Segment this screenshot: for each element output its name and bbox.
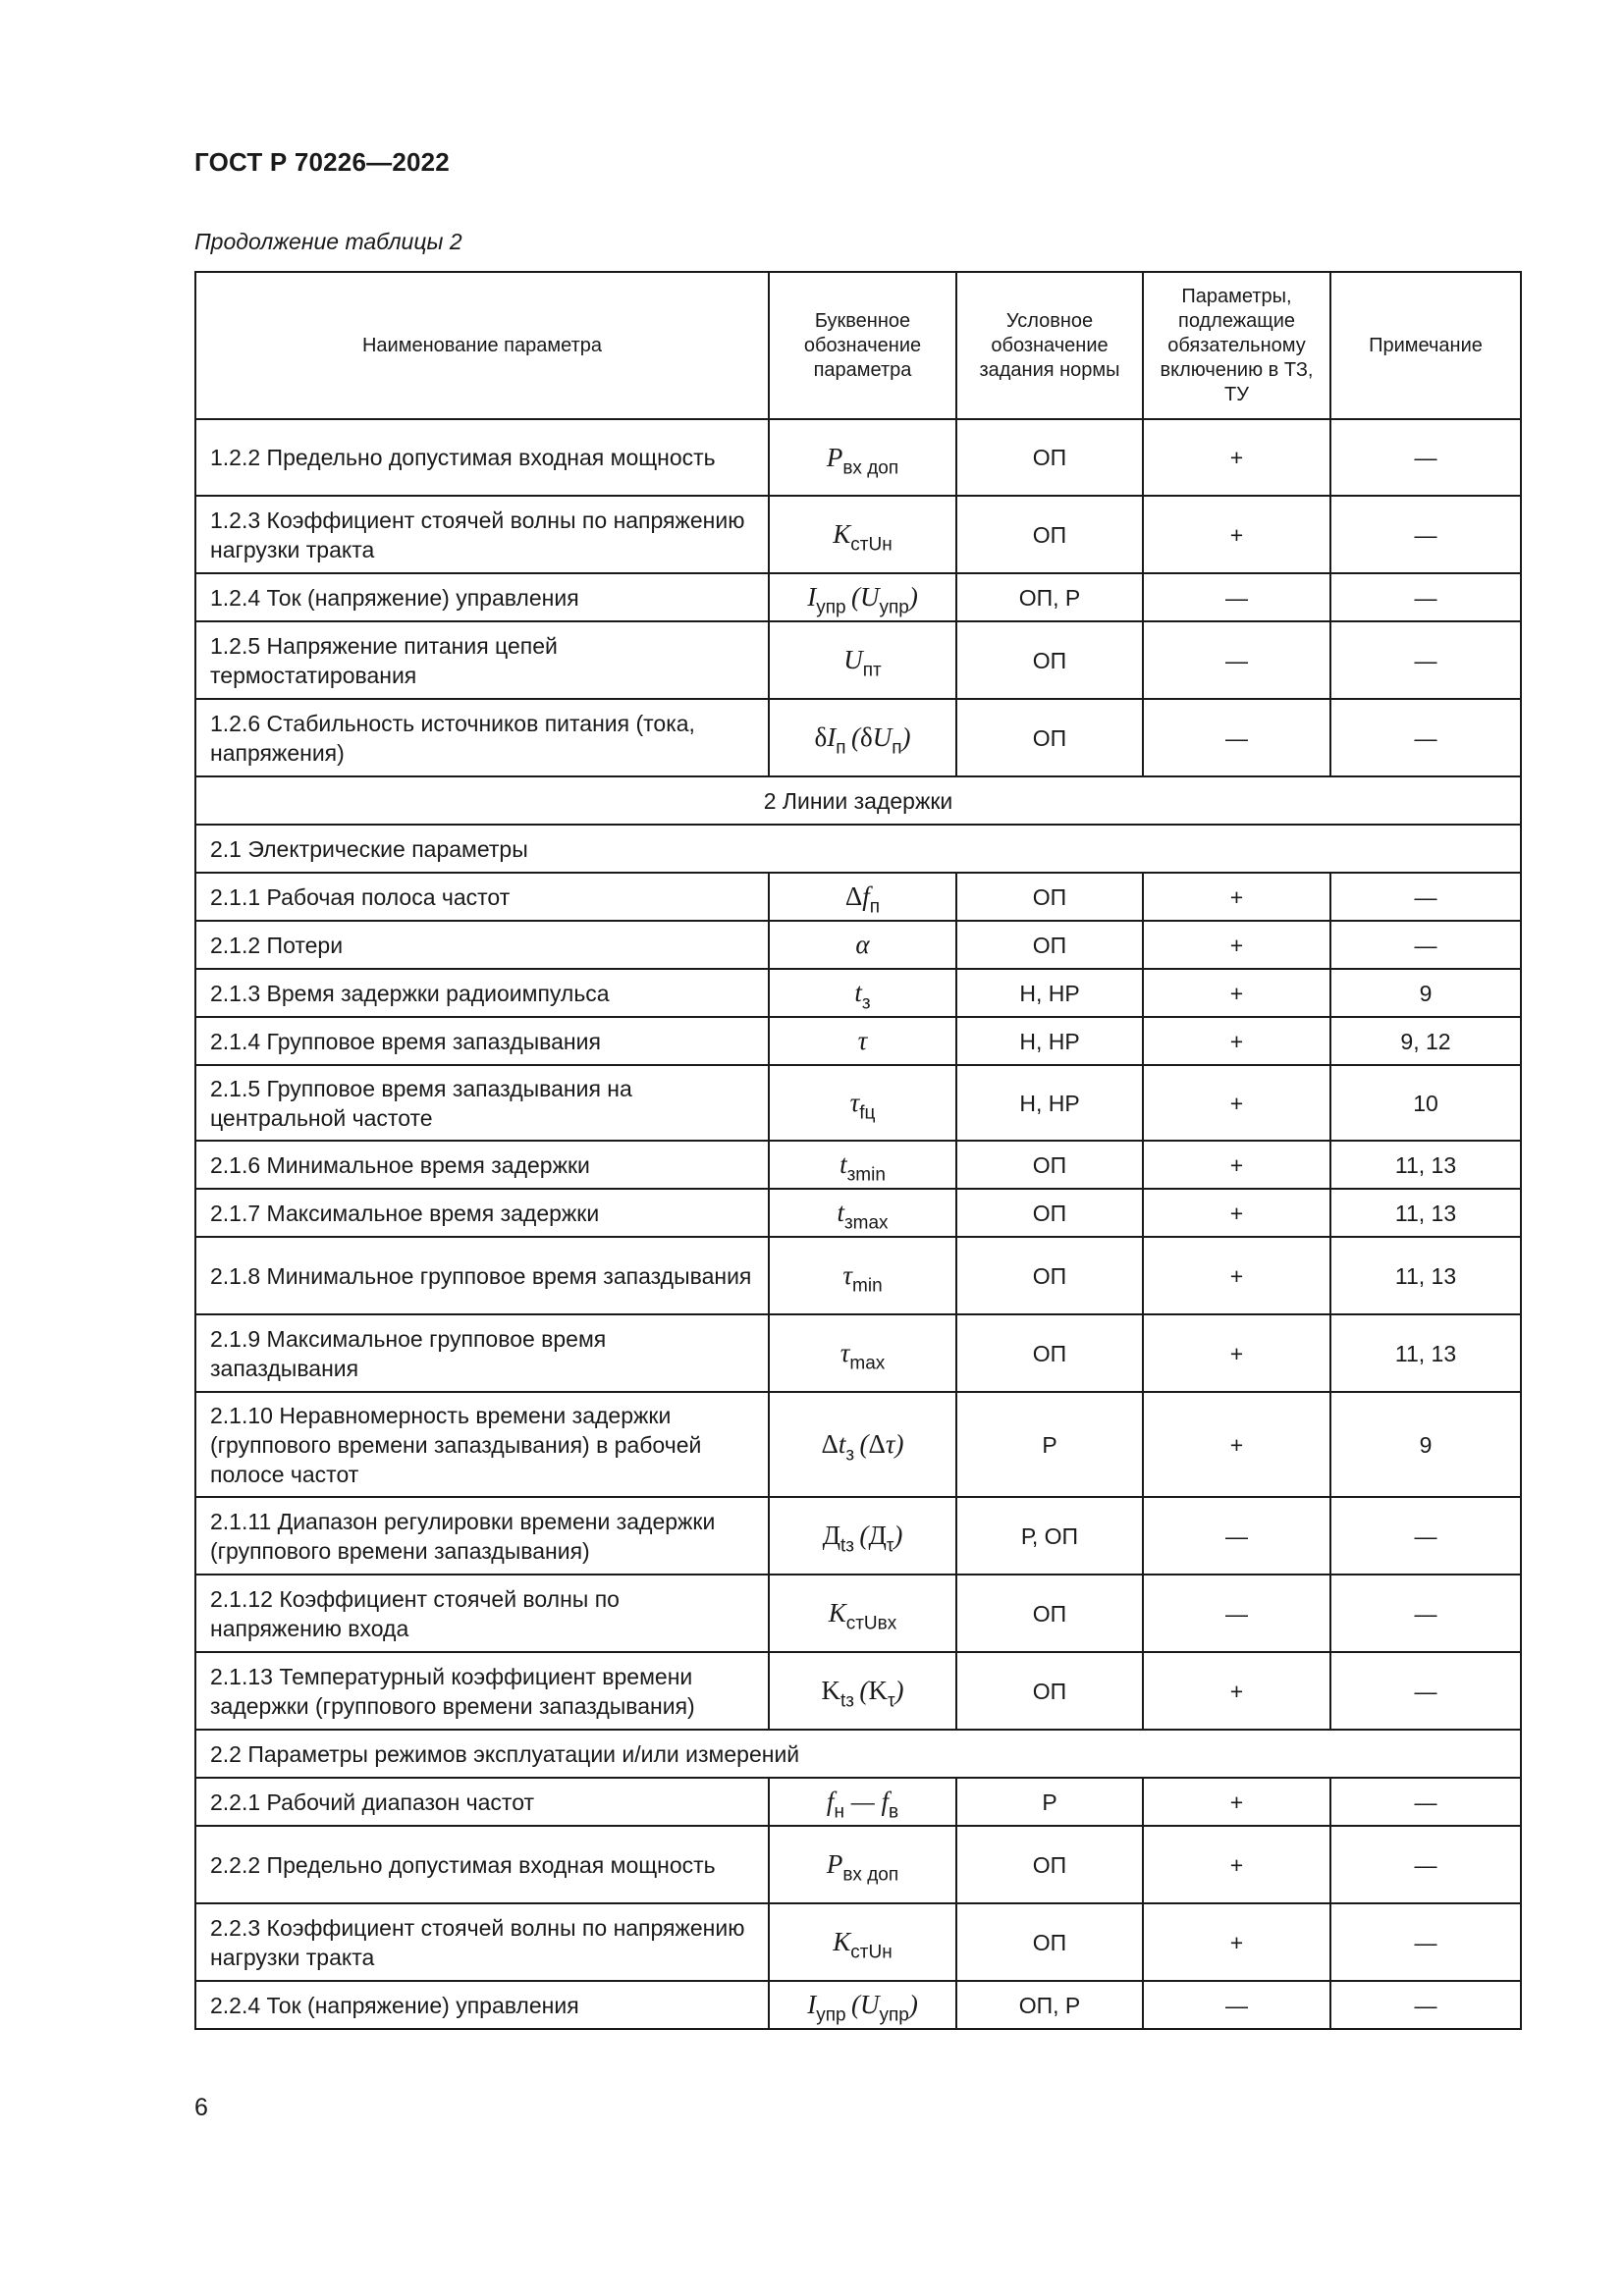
norm-designation: Р bbox=[956, 1778, 1143, 1826]
parameter-symbol bbox=[769, 1314, 956, 1392]
parameter-symbol bbox=[769, 969, 956, 1017]
symbol-formula bbox=[839, 1338, 886, 1374]
parameter-name: 2.2.2 Предельно допустимая входная мощность bbox=[195, 1826, 769, 1903]
table-row bbox=[195, 621, 1521, 699]
parameter-symbol bbox=[769, 873, 956, 921]
section-title: 2 Линии задержки bbox=[195, 776, 1521, 825]
norm-designation: ОП bbox=[956, 419, 1143, 496]
symbol-subscript: стUн bbox=[850, 534, 893, 556]
norm-designation: ОП, Р bbox=[956, 573, 1143, 621]
parameter-symbol bbox=[769, 1141, 956, 1189]
column-header-norm: Условное обозначение задания нормы bbox=[956, 272, 1143, 419]
symbol-subscript: п bbox=[892, 737, 902, 759]
symbol-prefix: Δ bbox=[868, 1429, 886, 1459]
table-row bbox=[195, 921, 1521, 969]
note-cell: 9 bbox=[1330, 969, 1521, 1017]
norm-designation: ОП bbox=[956, 699, 1143, 776]
column-header-mandatory: Параметры, подлежащие обязательному включению в ТЗ, ТУ bbox=[1143, 272, 1330, 419]
note-cell: — bbox=[1330, 1497, 1521, 1575]
norm-designation: ОП bbox=[956, 1903, 1143, 1981]
table-row bbox=[195, 1652, 1521, 1730]
mandatory-flag: + bbox=[1143, 1392, 1330, 1497]
parameter-symbol bbox=[769, 1652, 956, 1730]
symbol-base: I bbox=[827, 722, 837, 752]
symbol-base: U bbox=[872, 722, 893, 752]
symbol-base: Д bbox=[868, 1521, 887, 1550]
parameter-symbol bbox=[769, 1575, 956, 1652]
parameter-name: 2.1.10 Неравномерность времени задержки (группового времени запаздывания) в рабочей полосе частот bbox=[195, 1392, 769, 1497]
section-row bbox=[195, 776, 1521, 825]
symbol-formula bbox=[849, 1088, 876, 1124]
symbol-base: τ bbox=[849, 1088, 860, 1117]
mandatory-flag: — bbox=[1143, 573, 1330, 621]
mandatory-flag: + bbox=[1143, 969, 1330, 1017]
mandatory-flag: + bbox=[1143, 1314, 1330, 1392]
norm-designation: Н, НР bbox=[956, 969, 1143, 1017]
symbol-formula bbox=[833, 519, 893, 556]
symbol-subscript: упр bbox=[879, 597, 909, 618]
parameter-symbol bbox=[769, 1017, 956, 1065]
symbol-formula: $\Delta t_з$ (Δτ) bbox=[821, 1429, 904, 1466]
parameter-symbol bbox=[769, 921, 956, 969]
mandatory-flag: + bbox=[1143, 1778, 1330, 1826]
parameter-symbol bbox=[769, 1065, 956, 1141]
table-row bbox=[195, 1903, 1521, 1981]
parameter-name: 2.2.4 Ток (напряжение) управления bbox=[195, 1981, 769, 2029]
symbol-base: U bbox=[843, 645, 863, 674]
norm-designation: ОП bbox=[956, 1141, 1143, 1189]
symbol-formula bbox=[843, 645, 882, 681]
table-row bbox=[195, 1575, 1521, 1652]
table-row bbox=[195, 1497, 1521, 1575]
symbol-subscript: упр bbox=[816, 597, 846, 618]
mandatory-flag: + bbox=[1143, 1065, 1330, 1141]
symbol-formula bbox=[858, 1026, 868, 1055]
parameter-symbol bbox=[769, 419, 956, 496]
table-row bbox=[195, 699, 1521, 776]
symbol-base: f bbox=[862, 881, 870, 911]
norm-designation: ОП bbox=[956, 1237, 1143, 1314]
mandatory-flag: + bbox=[1143, 873, 1330, 921]
symbol-subscript: п bbox=[836, 737, 846, 759]
mandatory-flag: — bbox=[1143, 621, 1330, 699]
note-cell: — bbox=[1330, 419, 1521, 496]
symbol-base: P bbox=[826, 1849, 843, 1879]
symbol-prefix: Δ bbox=[844, 881, 863, 911]
symbol-formula: $Д_{tз}$ $(Д_\tau)$ bbox=[822, 1521, 903, 1557]
parameter-symbol bbox=[769, 699, 956, 776]
parameter-name: 2.1.13 Температурный коэффициент времени задержки (группового времени запаздывания) bbox=[195, 1652, 769, 1730]
symbol-formula: $I_{упр}$ $(U_{упр})$ bbox=[807, 1990, 918, 2026]
table-body bbox=[195, 419, 1521, 2029]
note-cell: — bbox=[1330, 873, 1521, 921]
parameter-symbol bbox=[769, 621, 956, 699]
table-row bbox=[195, 419, 1521, 496]
note-cell: — bbox=[1330, 1903, 1521, 1981]
parameter-name: 2.1.4 Групповое время запаздывания bbox=[195, 1017, 769, 1065]
mandatory-flag: + bbox=[1143, 921, 1330, 969]
symbol-base: U bbox=[859, 1990, 880, 2019]
symbol-subscript: зmax bbox=[843, 1212, 889, 1234]
symbol-base: t bbox=[854, 978, 862, 1007]
section-row bbox=[195, 1730, 1521, 1778]
mandatory-flag: + bbox=[1143, 419, 1330, 496]
symbol-subscript: max bbox=[849, 1353, 886, 1374]
symbol-prefix: δ bbox=[814, 722, 828, 752]
symbol-base: K bbox=[833, 1927, 851, 1956]
section-row bbox=[195, 825, 1521, 873]
parameter-symbol bbox=[769, 1497, 956, 1575]
note-cell: 10 bbox=[1330, 1065, 1521, 1141]
parameter-symbol bbox=[769, 496, 956, 573]
table-row bbox=[195, 1017, 1521, 1065]
note-cell: 11, 13 bbox=[1330, 1189, 1521, 1237]
norm-designation: ОП bbox=[956, 496, 1143, 573]
table-row bbox=[195, 573, 1521, 621]
symbol-subscript: н bbox=[834, 1801, 844, 1823]
parameter-symbol bbox=[769, 1981, 956, 2029]
symbol-formula bbox=[837, 1198, 889, 1234]
mandatory-flag: — bbox=[1143, 1575, 1330, 1652]
table-row bbox=[195, 1237, 1521, 1314]
symbol-base: K bbox=[868, 1676, 888, 1705]
symbol-subscript: упр bbox=[816, 2004, 846, 2026]
symbol-formula: $\delta I_п$ $(\delta U_п)$ bbox=[814, 722, 911, 759]
mandatory-flag: + bbox=[1143, 1189, 1330, 1237]
symbol-base: f bbox=[826, 1787, 835, 1816]
mandatory-flag: — bbox=[1143, 1981, 1330, 2029]
parameter-symbol bbox=[769, 1237, 956, 1314]
mandatory-flag: + bbox=[1143, 1017, 1330, 1065]
parameter-symbol bbox=[769, 1189, 956, 1237]
note-cell: 11, 13 bbox=[1330, 1314, 1521, 1392]
parameter-name: 1.2.3 Коэффициент стоячей волны по напряжению нагрузки тракта bbox=[195, 496, 769, 573]
symbol-formula bbox=[826, 1849, 899, 1886]
parameter-name: 2.1.2 Потери bbox=[195, 921, 769, 969]
parameter-name: 2.2.3 Коэффициент стоячей волны по напряжению нагрузки тракта bbox=[195, 1903, 769, 1981]
parameter-name: 2.1.9 Максимальное групповое время запаздывания bbox=[195, 1314, 769, 1392]
parameter-name: 2.1.5 Групповое время запаздывания на центральной частоте bbox=[195, 1065, 769, 1141]
parameter-name: 1.2.2 Предельно допустимая входная мощность bbox=[195, 419, 769, 496]
note-cell: 9, 12 bbox=[1330, 1017, 1521, 1065]
note-cell: 9 bbox=[1330, 1392, 1521, 1497]
symbol-subscript: вх доп bbox=[842, 1864, 899, 1886]
symbol-base: τ bbox=[842, 1260, 853, 1290]
symbol-base: τ bbox=[839, 1338, 850, 1367]
table-row bbox=[195, 1826, 1521, 1903]
norm-designation: ОП bbox=[956, 1189, 1143, 1237]
parameter-name: 1.2.4 Ток (напряжение) управления bbox=[195, 573, 769, 621]
parameter-symbol bbox=[769, 1826, 956, 1903]
symbol-base: t bbox=[838, 1429, 846, 1459]
column-header-name: Наименование параметра bbox=[195, 272, 769, 419]
symbol-base: Д bbox=[822, 1521, 841, 1550]
symbol-base: P bbox=[826, 442, 843, 472]
parameter-symbol bbox=[769, 1392, 956, 1497]
note-cell: — bbox=[1330, 621, 1521, 699]
note-cell: — bbox=[1330, 699, 1521, 776]
norm-designation: Р, ОП bbox=[956, 1497, 1143, 1575]
section-title: 2.2 Параметры режимов эксплуатации и/или измерений bbox=[195, 1730, 1521, 1778]
symbol-subscript: з bbox=[845, 1444, 855, 1466]
mandatory-flag: + bbox=[1143, 1652, 1330, 1730]
column-header-note: Примечание bbox=[1330, 272, 1521, 419]
symbol-subscript: з bbox=[861, 992, 871, 1014]
parameter-name: 2.1.6 Минимальное время задержки bbox=[195, 1141, 769, 1189]
table-row bbox=[195, 496, 1521, 573]
norm-designation: Н, НР bbox=[956, 1017, 1143, 1065]
table-row bbox=[195, 1778, 1521, 1826]
table-row bbox=[195, 1065, 1521, 1141]
symbol-base: τ bbox=[857, 1026, 868, 1055]
table-row bbox=[195, 1392, 1521, 1497]
symbol-base: t bbox=[839, 1149, 847, 1179]
symbol-prefix: Δ bbox=[821, 1429, 839, 1459]
note-cell: — bbox=[1330, 1778, 1521, 1826]
symbol-subscript: стUн bbox=[850, 1942, 893, 1963]
table-row bbox=[195, 1314, 1521, 1392]
symbol-formula bbox=[842, 1260, 883, 1297]
mandatory-flag: + bbox=[1143, 1141, 1330, 1189]
section-title: 2.1 Электрические параметры bbox=[195, 825, 1521, 873]
note-cell: — bbox=[1330, 496, 1521, 573]
symbol-subscript: упр bbox=[879, 2004, 909, 2026]
parameter-symbol bbox=[769, 1778, 956, 1826]
symbol-formula: $K_{tз}$ $(K_\tau)$ bbox=[821, 1676, 904, 1712]
mandatory-flag: + bbox=[1143, 1903, 1330, 1981]
note-cell: — bbox=[1330, 921, 1521, 969]
mandatory-flag: + bbox=[1143, 1237, 1330, 1314]
symbol-subscript: вх доп bbox=[842, 457, 899, 479]
symbol-base: t bbox=[837, 1198, 844, 1227]
norm-designation: ОП bbox=[956, 1652, 1143, 1730]
symbol-base: I bbox=[807, 1990, 817, 2019]
norm-designation: ОП bbox=[956, 1575, 1143, 1652]
symbol-subscript: τ bbox=[887, 1690, 895, 1712]
symbol-subscript: min bbox=[852, 1275, 883, 1297]
symbol-base: K bbox=[833, 519, 851, 549]
mandatory-flag: + bbox=[1143, 1826, 1330, 1903]
table-caption: Продолжение таблицы 2 bbox=[194, 229, 462, 254]
parameter-name: 1.2.6 Стабильность источников питания (тока, напряжения) bbox=[195, 699, 769, 776]
symbol-formula bbox=[833, 1927, 893, 1963]
norm-designation: ОП bbox=[956, 873, 1143, 921]
mandatory-flag: — bbox=[1143, 1497, 1330, 1575]
note-cell: 11, 13 bbox=[1330, 1237, 1521, 1314]
parameter-name: 1.2.5 Напряжение питания цепей термостатирования bbox=[195, 621, 769, 699]
symbol-subscript: tз bbox=[840, 1690, 855, 1712]
symbol-subscript: пт bbox=[862, 660, 882, 681]
page-number: 6 bbox=[194, 2094, 208, 2121]
parameter-symbol bbox=[769, 573, 956, 621]
symbol-formula: $f_н$ — $f_в$ bbox=[826, 1787, 899, 1823]
symbol-subscript: стUвх bbox=[845, 1613, 897, 1634]
table-row bbox=[195, 1141, 1521, 1189]
symbol-formula bbox=[844, 881, 881, 918]
column-header-symbol: Буквенное обозначение параметра bbox=[769, 272, 956, 419]
symbol-formula bbox=[828, 1598, 897, 1634]
note-cell: — bbox=[1330, 1826, 1521, 1903]
table-header-row bbox=[195, 272, 1521, 419]
parameter-name: 2.1.12 Коэффициент стоячей волны по напряжению входа bbox=[195, 1575, 769, 1652]
symbol-subscript: в bbox=[888, 1801, 899, 1823]
note-cell: — bbox=[1330, 573, 1521, 621]
note-cell: — bbox=[1330, 1652, 1521, 1730]
symbol-base: α bbox=[855, 930, 870, 959]
symbol-formula bbox=[839, 1149, 886, 1186]
note-cell: — bbox=[1330, 1981, 1521, 2029]
norm-designation: ОП bbox=[956, 1314, 1143, 1392]
symbol-base: I bbox=[807, 582, 817, 612]
symbol-base: τ bbox=[885, 1429, 895, 1459]
norm-designation: ОП bbox=[956, 921, 1143, 969]
parameter-name: 2.1.11 Диапазон регулировки времени задержки (группового времени запаздывания) bbox=[195, 1497, 769, 1575]
parameter-name: 2.1.1 Рабочая полоса частот bbox=[195, 873, 769, 921]
norm-designation: ОП bbox=[956, 1826, 1143, 1903]
parameter-name: 2.1.3 Время задержки радиоимпульса bbox=[195, 969, 769, 1017]
parameter-symbol bbox=[769, 1903, 956, 1981]
symbol-prefix: δ bbox=[859, 722, 873, 752]
document-code: ГОСТ Р 70226—2022 bbox=[194, 147, 450, 177]
parameter-name: 2.2.1 Рабочий диапазон частот bbox=[195, 1778, 769, 1826]
note-cell: 11, 13 bbox=[1330, 1141, 1521, 1189]
parameter-name: 2.1.8 Минимальное групповое время запаздывания bbox=[195, 1237, 769, 1314]
table-row bbox=[195, 1981, 1521, 2029]
symbol-base: K bbox=[828, 1598, 846, 1628]
table-row bbox=[195, 1189, 1521, 1237]
symbol-subscript: τ bbox=[886, 1535, 894, 1557]
symbol-base: K bbox=[821, 1676, 841, 1705]
symbol-subscript: fц bbox=[859, 1102, 876, 1124]
mandatory-flag: — bbox=[1143, 699, 1330, 776]
symbol-subscript: зmin bbox=[846, 1164, 886, 1186]
parameters-table bbox=[194, 271, 1522, 2030]
norm-designation: ОП, Р bbox=[956, 1981, 1143, 2029]
norm-designation: ОП bbox=[956, 621, 1143, 699]
symbol-subscript: п bbox=[869, 896, 881, 918]
symbol-base: U bbox=[859, 582, 880, 612]
symbol-base: f bbox=[881, 1787, 889, 1816]
parameter-name: 2.1.7 Максимальное время задержки bbox=[195, 1189, 769, 1237]
symbol-formula bbox=[855, 930, 869, 959]
note-cell: — bbox=[1330, 1575, 1521, 1652]
symbol-formula: $I_{упр}$ $(U_{упр})$ bbox=[807, 582, 918, 618]
symbol-formula bbox=[854, 978, 871, 1014]
norm-designation: Р bbox=[956, 1392, 1143, 1497]
table-row bbox=[195, 873, 1521, 921]
symbol-formula bbox=[826, 442, 899, 479]
mandatory-flag: + bbox=[1143, 496, 1330, 573]
table-row bbox=[195, 969, 1521, 1017]
symbol-subscript: tз bbox=[840, 1535, 855, 1557]
norm-designation: Н, НР bbox=[956, 1065, 1143, 1141]
